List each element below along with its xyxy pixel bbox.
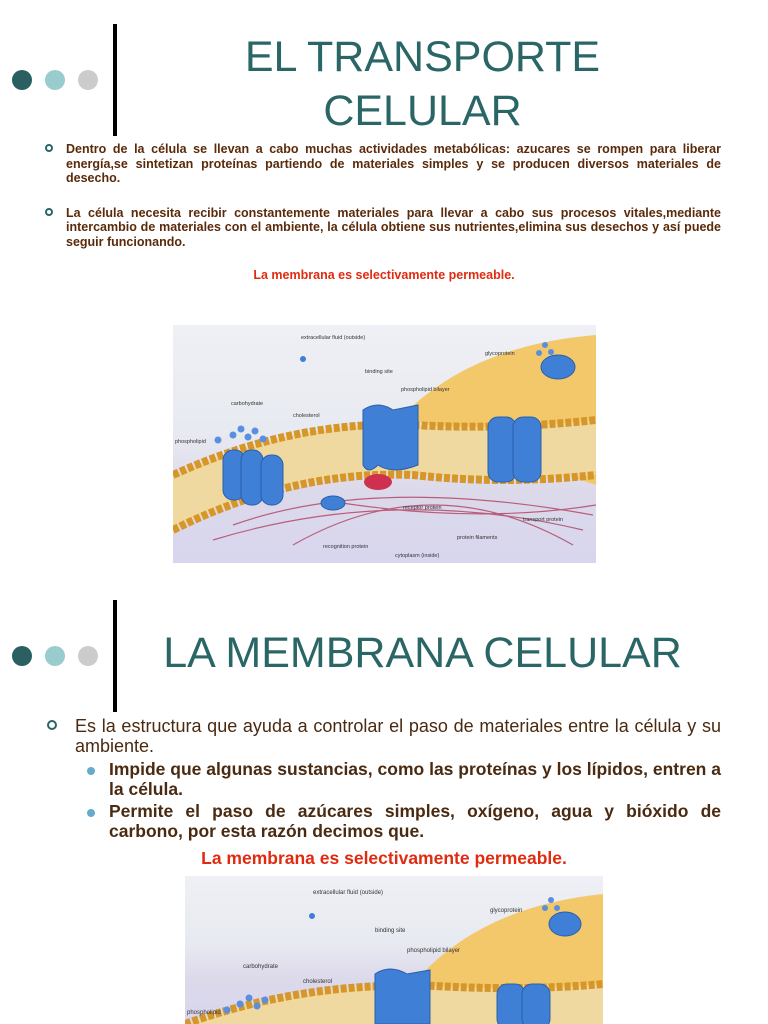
sub-bullet-list [109,760,721,841]
label-carbohydrate: carbohydrate [231,401,264,407]
bullet-text: Dentro de la célula se llevan a cabo muchas actividades metabólicas: azucares se rompen para liberar energía,se sintetizan proteínas partiendo de materiales simples y se producen diversos materiales de desecho. [66,142,721,185]
label-binding-site: binding site [365,369,393,375]
bullet-text: La célula necesita recibir constantemente materiales para llevar a cabo sus procesos vitales,mediante intercambio de materiales con el ambiente, la célula obtiene sus nutrientes,elimina sus desechos y así puede seguir funcionando. [66,205,721,249]
highlight-text: La membrana es selectivamente permeable. [253,268,515,282]
sub-bullet-text: Permite el paso de azúcares simples, oxígeno, agua y bióxido de carbono, por esta razón decimos que. [109,801,721,841]
bullet-text: Es la estructura que ayuda a controlar el paso de materiales entre la célula y su ambiente. [75,716,721,756]
label-receptor-protein: receptor protein [403,505,442,511]
label-carbohydrate: carbohydrate [243,964,279,970]
title-divider [113,600,117,712]
label-phospholipid: phospholipid [175,439,206,445]
slide-title: LA MEMBRANA CELULAR [163,629,682,677]
bullet-ring-icon [47,720,57,730]
slide-membrana-celular [0,590,768,1024]
dot-light [78,70,98,90]
label-phospholipid-bilayer: phospholipid bilayer [401,387,450,393]
sub-bullet-item [109,760,721,799]
bullet-list [66,142,721,269]
label-cholesterol: cholesterol [293,413,320,419]
slide-dots [12,70,98,90]
highlight-text: La membrana es selectivamente permeable. [201,848,567,868]
label-cytoplasm: cytoplasm (inside) [395,553,440,559]
label-phospholipid-bilayer: phospholipid bilayer [407,948,461,954]
label-glycoprotein: glycoprotein [490,908,523,914]
sub-bullet-dot-icon [87,809,95,817]
dot-dark [12,646,32,666]
membrane-diagram [185,876,603,1024]
membrane-figure [173,325,596,563]
bullet-item [75,716,721,841]
sub-bullet-text: Impide que algunas sustancias, como las proteínas y los lípidos, entren a la célula. [109,759,721,799]
label-binding-site: binding site [375,928,406,934]
label-protein-filaments: protein filaments [457,535,498,541]
bullet-ring-icon [45,208,53,216]
label-recognition-protein: recognition protein [323,544,369,550]
bullet-list [75,716,721,844]
title-line-1: EL TRANSPORTE [244,33,601,81]
bullet-ring-icon [45,144,53,152]
membrane-diagram [173,325,596,563]
dot-mid [45,646,65,666]
sub-bullet-dot-icon [87,767,95,775]
sub-bullet-item [109,802,721,841]
label-extracellular: extracellular fluid (outside) [301,335,366,341]
bullet-item [66,206,721,250]
dot-dark [12,70,32,90]
title-divider [113,24,117,136]
slide-title [140,30,705,138]
dot-light [78,646,98,666]
label-glycoprotein: glycoprotein [485,351,515,357]
title-line-2: CELULAR [323,87,522,135]
slide-dots [12,646,98,666]
label-transport-protein: transport protein [523,517,564,523]
label-cholesterol: cholesterol [303,979,333,985]
label-extracellular: extracellular fluid (outside) [313,890,384,896]
bullet-item [66,142,721,186]
membrane-figure [185,876,603,1024]
dot-mid [45,70,65,90]
label-phospholipid: phospholipid [187,1010,221,1016]
